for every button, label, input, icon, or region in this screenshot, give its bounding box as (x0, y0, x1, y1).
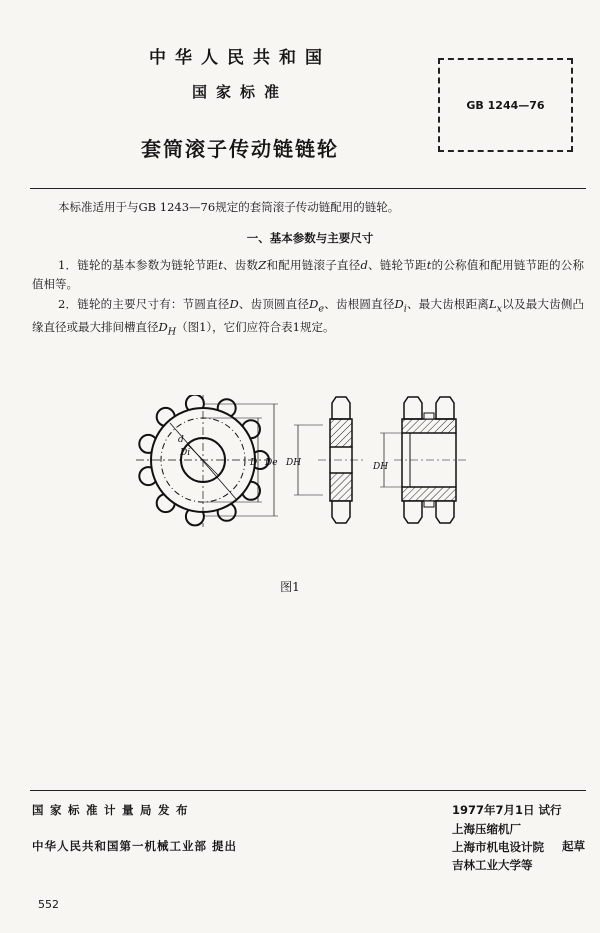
header-divider (30, 188, 586, 189)
label-DH-2: DH (373, 462, 389, 472)
drafter-3: 吉林工业大学等 (452, 858, 533, 872)
label-D: D (250, 458, 258, 468)
sprocket-side-view-double (372, 397, 468, 523)
issuing-authority: 国家标准计量局发布 (32, 803, 194, 817)
footer-divider (30, 790, 586, 791)
standard-type: 国家标准 (191, 83, 288, 101)
label-di: Di (180, 448, 191, 458)
label-d: d (178, 435, 184, 445)
drafting-units (452, 820, 544, 874)
drafter-1: 上海压缩机厂 (452, 822, 521, 836)
sprocket-front-view (136, 395, 278, 527)
country-name: 中华人民共和国 (149, 48, 331, 68)
drafted-label: 起草 (562, 839, 585, 853)
label-DH-1: DH (286, 458, 302, 468)
standard-code: GB 1244—76 (466, 98, 545, 112)
section-heading: 一、基本参数与主要尺寸 (246, 231, 374, 245)
label-De: De (265, 458, 278, 468)
trial-date: 1977年7月1日 试行 (452, 803, 562, 817)
clause-2: 2．链轮的主要尺寸有：节圆直径D、齿顶圆直径$D_e$、齿根圆直径$D_i$、最大齿根距离$L_x$以及最大齿侧凸缘直径或最大排间槽直径$D_H$（图1），它们应符合表1规定。 (32, 297, 585, 338)
drafter-2: 上海市机电设计院 (452, 840, 544, 854)
figure-caption: 图1 (280, 580, 300, 594)
sprocket-figure (118, 395, 488, 535)
proposing-authority: 中华人民共和国第一机械工业部 提出 (32, 839, 238, 853)
clause-1: 1．链轮的基本参数为链轮节距t、齿数Z和配用链滚子直径d、链轮节距t的公称值和配用链节距的公称值相等。 (32, 258, 585, 291)
sprocket-side-view-single (285, 397, 366, 523)
scope-statement: 本标准适用于与GB 1243—76规定的套筒滚子传动链配用的链轮。 (58, 200, 400, 214)
standard-code-box (438, 58, 573, 152)
document-title: 套筒滚子传动链链轮 (141, 137, 339, 161)
page-number: 552 (38, 898, 59, 911)
